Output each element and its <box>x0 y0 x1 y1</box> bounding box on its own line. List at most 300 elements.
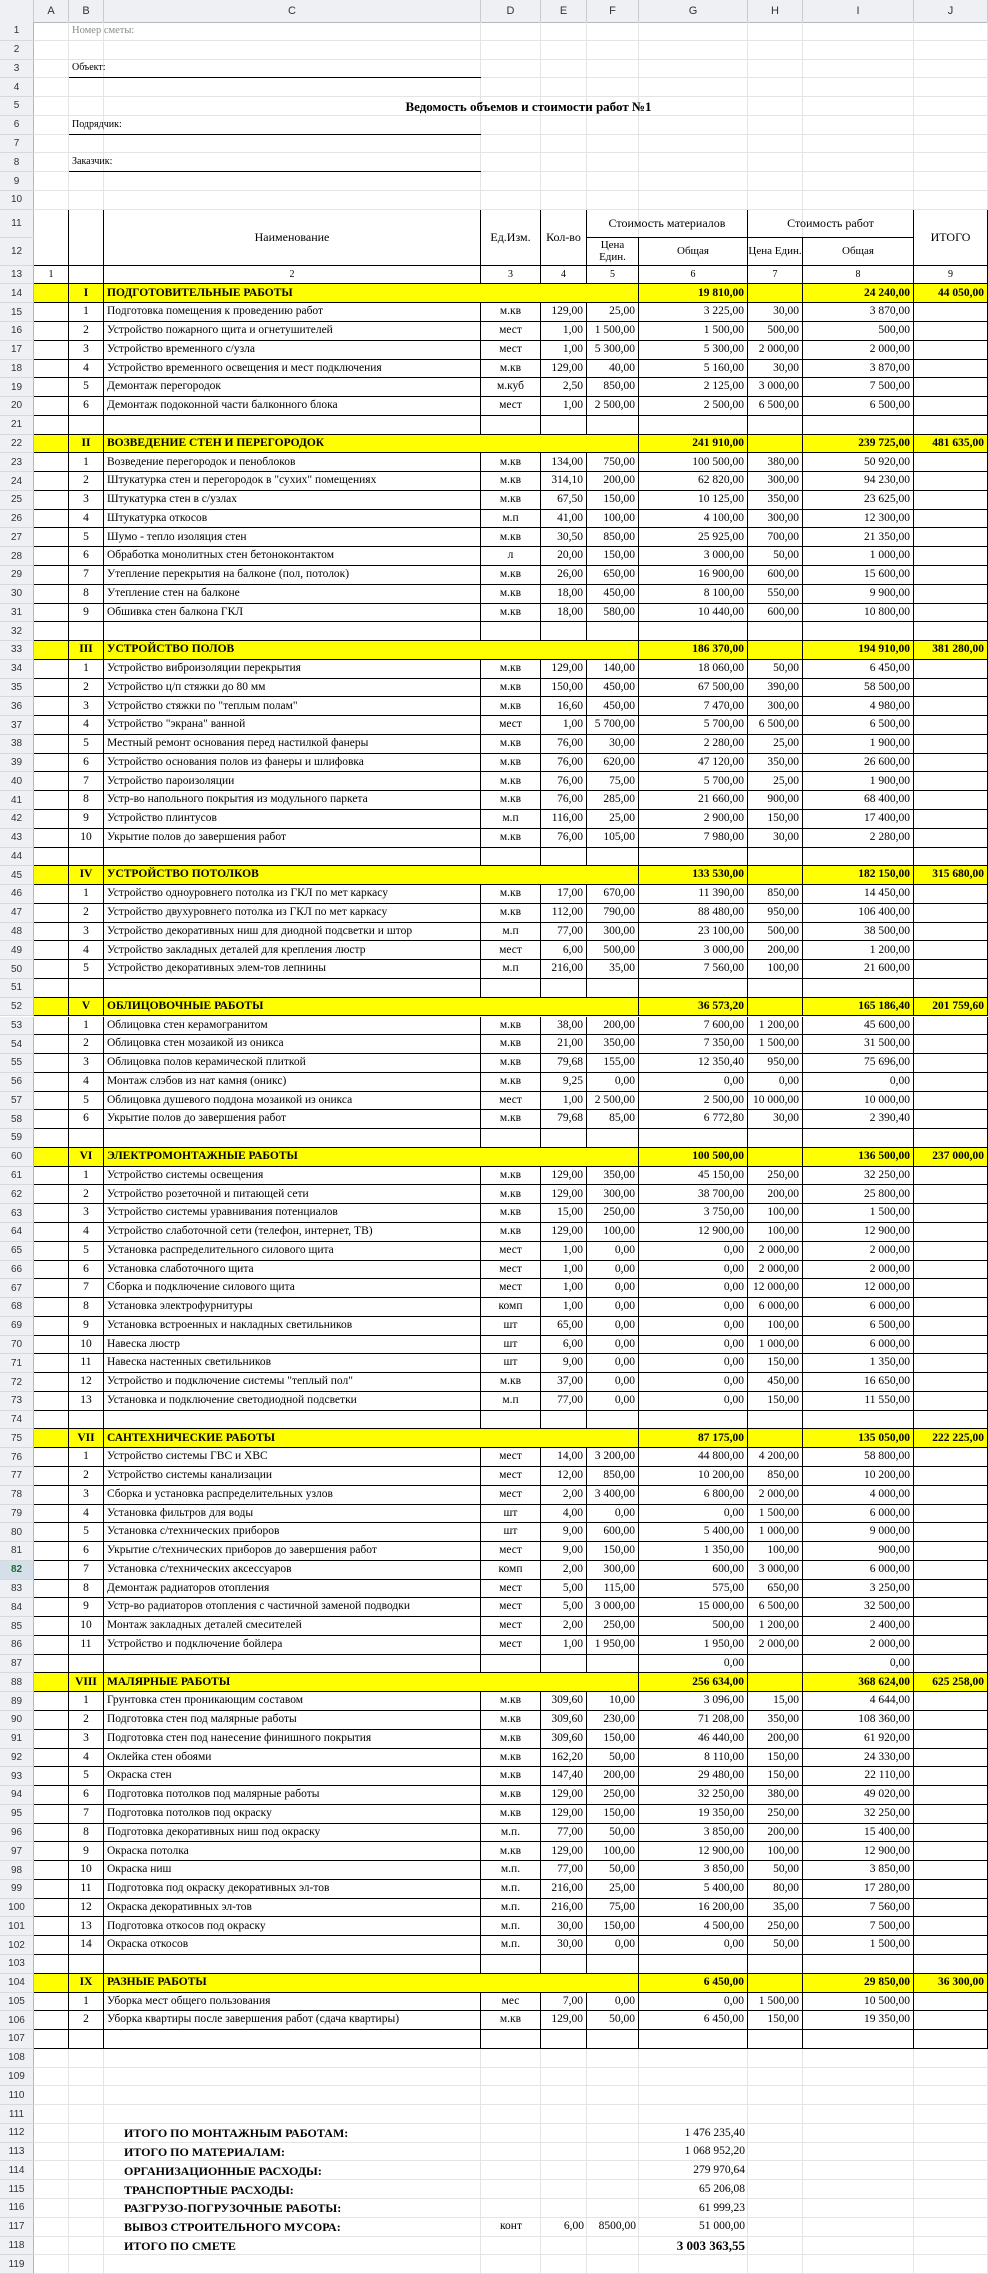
item-name[interactable]: Установка с/технических приборов <box>104 1523 481 1542</box>
item-name[interactable]: Облицовка душевого поддона мозаикой из оникса <box>104 1092 481 1111</box>
item-qty[interactable]: 147,40 <box>541 1767 587 1786</box>
item-work-price[interactable]: 2 000,00 <box>748 341 803 360</box>
item-name[interactable]: Сборка и подключение силового щита <box>104 1279 481 1298</box>
item-qty[interactable]: 76,00 <box>541 829 587 848</box>
empty-cell[interactable] <box>587 172 639 191</box>
empty-cell[interactable] <box>69 848 104 867</box>
item-name[interactable]: Утепление стен на балконе <box>104 585 481 604</box>
item-number[interactable]: 1 <box>69 1993 104 2012</box>
item-work-price[interactable]: 650,00 <box>748 1580 803 1599</box>
item-name[interactable]: Навеска люстр <box>104 1336 481 1355</box>
item-qty[interactable]: 16,60 <box>541 697 587 716</box>
empty-cell[interactable] <box>481 22 541 41</box>
row-number[interactable]: 26 <box>0 510 34 529</box>
item-unit[interactable]: м.п <box>481 923 541 942</box>
empty-cell[interactable] <box>541 2086 587 2105</box>
item-qty[interactable]: 77,00 <box>541 1392 587 1411</box>
item-qty[interactable]: 309,60 <box>541 1711 587 1730</box>
item-work-price[interactable]: 380,00 <box>748 1786 803 1805</box>
empty-cell[interactable] <box>914 1842 988 1861</box>
total-value[interactable]: 61 999,23 <box>699 2201 745 2214</box>
item-work-sum[interactable]: 1 900,00 <box>803 735 914 754</box>
item-qty[interactable]: 2,00 <box>541 1561 587 1580</box>
section-total[interactable]: 625 258,00 <box>914 1673 988 1692</box>
item-qty[interactable]: 309,60 <box>541 1692 587 1711</box>
item-work-sum[interactable]: 2 390,40 <box>803 1110 914 1129</box>
row-number[interactable]: 116 <box>0 2199 34 2218</box>
empty-cell[interactable] <box>34 1936 69 1955</box>
item-number[interactable]: 1 <box>69 1692 104 1711</box>
item-number[interactable]: 4 <box>69 510 104 529</box>
item-work-price[interactable]: 50,00 <box>748 547 803 566</box>
empty-cell[interactable] <box>34 135 69 154</box>
empty-cell[interactable] <box>34 1242 69 1261</box>
empty-cell[interactable] <box>914 1580 988 1599</box>
empty-cell[interactable] <box>748 2030 803 2049</box>
empty-cell[interactable] <box>541 22 587 41</box>
empty-cell[interactable] <box>748 416 803 435</box>
empty-cell[interactable] <box>104 78 481 97</box>
item-mat-price[interactable]: 600,00 <box>587 1523 639 1542</box>
empty-cell[interactable] <box>639 60 748 79</box>
empty-cell[interactable] <box>587 2030 639 2049</box>
item-mat-price[interactable]: 50,00 <box>587 1749 639 1768</box>
row-number[interactable]: 85 <box>0 1617 34 1636</box>
empty-cell[interactable] <box>34 2105 69 2124</box>
item-mat-sum[interactable]: 575,00 <box>639 1580 748 1599</box>
row-number[interactable]: 108 <box>0 2049 34 2068</box>
item-unit[interactable]: мест <box>481 1598 541 1617</box>
row-number[interactable]: 113 <box>0 2143 34 2162</box>
item-mat-sum[interactable]: 5 700,00 <box>639 716 748 735</box>
item-unit[interactable]: мест <box>481 1261 541 1280</box>
empty-cell[interactable] <box>481 2124 541 2143</box>
section-works-total[interactable]: 136 500,00 <box>803 1148 914 1167</box>
item-qty[interactable]: 1,00 <box>541 1242 587 1261</box>
item-mat-sum[interactable]: 0,00 <box>639 1354 748 1373</box>
empty-cell[interactable] <box>914 941 988 960</box>
empty-cell[interactable] <box>34 1392 69 1411</box>
item-mat-sum[interactable]: 2 125,00 <box>639 378 748 397</box>
column-header-d[interactable]: D <box>481 0 541 22</box>
item-unit[interactable]: мест <box>481 397 541 416</box>
empty-cell[interactable] <box>481 191 541 210</box>
empty-cell[interactable] <box>587 2068 639 2087</box>
item-name[interactable]: Устройство слаботочной сети (телефон, интернет, ТВ) <box>104 1223 481 1242</box>
empty-cell[interactable] <box>34 1429 69 1448</box>
empty-cell[interactable] <box>639 41 748 60</box>
item-work-price[interactable]: 100,00 <box>748 960 803 979</box>
row-number[interactable]: 66 <box>0 1261 34 1280</box>
empty-cell[interactable] <box>748 998 803 1017</box>
empty-cell[interactable] <box>914 2218 988 2237</box>
empty-cell[interactable] <box>914 1467 988 1486</box>
empty-cell[interactable] <box>34 1054 69 1073</box>
item-number[interactable]: 10 <box>69 1617 104 1636</box>
empty-cell[interactable] <box>34 735 69 754</box>
item-work-price[interactable]: 150,00 <box>748 1767 803 1786</box>
row-number[interactable]: 64 <box>0 1223 34 1242</box>
section-total[interactable]: 222 225,00 <box>914 1429 988 1448</box>
item-work-sum[interactable]: 45 600,00 <box>803 1017 914 1036</box>
item-name[interactable]: Окраска стен <box>104 1767 481 1786</box>
item-work-price[interactable]: 6 500,00 <box>748 1598 803 1617</box>
empty-cell[interactable] <box>914 829 988 848</box>
item-work-sum[interactable]: 12 900,00 <box>803 1223 914 1242</box>
item-name[interactable]: Устройство закладных деталей для крепления люстр <box>104 941 481 960</box>
column-header-i[interactable]: I <box>803 0 914 22</box>
item-unit[interactable]: м.кв <box>481 1711 541 1730</box>
row-number[interactable]: 3 <box>0 60 34 79</box>
empty-cell[interactable] <box>34 604 69 623</box>
item-work-price[interactable]: 100,00 <box>748 1842 803 1861</box>
item-qty[interactable]: 129,00 <box>541 1805 587 1824</box>
empty-cell[interactable] <box>914 1861 988 1880</box>
item-unit[interactable]: м.кв <box>481 2011 541 2030</box>
item-qty[interactable]: 129,00 <box>541 1223 587 1242</box>
item-mat-sum[interactable]: 500,00 <box>639 1617 748 1636</box>
item-work-sum[interactable]: 10 200,00 <box>803 1467 914 1486</box>
header-work-unit-price[interactable]: Цена Един. <box>748 238 803 266</box>
empty-cell[interactable] <box>34 622 69 641</box>
empty-cell[interactable] <box>748 2161 803 2180</box>
empty-cell[interactable] <box>481 2086 541 2105</box>
item-name[interactable]: Местный ремонт основания перед настилкой фанеры <box>104 735 481 754</box>
total-label[interactable]: ИТОГО ПО МАТЕРИАЛАМ: <box>124 2145 286 2160</box>
row-number[interactable]: 38 <box>0 735 34 754</box>
empty-cell[interactable] <box>914 1486 988 1505</box>
column-header-j[interactable]: J <box>914 0 988 22</box>
item-number[interactable]: 1 <box>69 885 104 904</box>
empty-cell[interactable] <box>34 1448 69 1467</box>
item-mat-sum[interactable]: 600,00 <box>639 1561 748 1580</box>
empty-cell[interactable] <box>748 116 803 135</box>
empty-cell[interactable] <box>34 716 69 735</box>
row-number[interactable]: 7 <box>0 135 34 154</box>
item-work-sum[interactable]: 9 000,00 <box>803 1523 914 1542</box>
empty-cell[interactable] <box>34 679 69 698</box>
item-work-sum[interactable]: 26 600,00 <box>803 754 914 773</box>
row-number[interactable]: 81 <box>0 1542 34 1561</box>
empty-cell[interactable] <box>34 510 69 529</box>
item-name[interactable]: Устройство системы освещения <box>104 1167 481 1186</box>
empty-cell[interactable] <box>34 2143 69 2162</box>
header-works[interactable]: Стоимость работ <box>748 210 914 238</box>
item-work-sum[interactable]: 58 800,00 <box>803 1448 914 1467</box>
empty-cell[interactable] <box>803 2086 914 2105</box>
empty-cell[interactable] <box>803 1955 914 1974</box>
empty-cell[interactable] <box>914 1899 988 1918</box>
item-work-price[interactable]: 250,00 <box>748 1917 803 1936</box>
empty-cell[interactable] <box>639 416 748 435</box>
empty-cell[interactable] <box>34 1955 69 1974</box>
empty-cell[interactable] <box>34 566 69 585</box>
item-work-sum[interactable]: 15 400,00 <box>803 1824 914 1843</box>
item-qty[interactable]: 116,00 <box>541 810 587 829</box>
empty-cell[interactable] <box>541 135 587 154</box>
total-label[interactable]: РАЗГРУЗО-ПОГРУЗОЧНЫЕ РАБОТЫ: <box>124 2201 342 2216</box>
item-name[interactable]: Подготовка потолков под малярные работы <box>104 1786 481 1805</box>
item-number[interactable]: 2 <box>69 1711 104 1730</box>
item-work-price[interactable]: 6 500,00 <box>748 397 803 416</box>
item-number[interactable]: 1 <box>69 1167 104 1186</box>
row-number[interactable]: 61 <box>0 1167 34 1186</box>
empty-cell[interactable] <box>914 60 988 79</box>
item-qty[interactable]: 17,00 <box>541 885 587 904</box>
empty-cell[interactable] <box>34 1730 69 1749</box>
item-work-price[interactable]: 150,00 <box>748 810 803 829</box>
row-number[interactable]: 59 <box>0 1129 34 1148</box>
item-mat-price[interactable]: 25,00 <box>587 810 639 829</box>
item-qty[interactable]: 1,00 <box>541 1261 587 1280</box>
empty-cell[interactable] <box>34 1336 69 1355</box>
item-mat-sum[interactable]: 2 900,00 <box>639 810 748 829</box>
empty-cell[interactable] <box>481 2049 541 2068</box>
item-work-sum[interactable]: 7 500,00 <box>803 378 914 397</box>
empty-cell[interactable] <box>803 22 914 41</box>
item-work-sum[interactable]: 6 500,00 <box>803 716 914 735</box>
empty-cell[interactable] <box>34 397 69 416</box>
empty-cell[interactable] <box>34 453 69 472</box>
item-mat-sum[interactable]: 16 200,00 <box>639 1899 748 1918</box>
empty-cell[interactable] <box>803 979 914 998</box>
empty-cell[interactable] <box>104 191 481 210</box>
item-work-price[interactable]: 30,00 <box>748 303 803 322</box>
row-number[interactable]: 1 <box>0 22 34 41</box>
item-work-price[interactable]: 80,00 <box>748 1880 803 1899</box>
item-work-sum[interactable]: 6 000,00 <box>803 1561 914 1580</box>
empty-cell[interactable] <box>34 1167 69 1186</box>
section-works-total[interactable]: 24 240,00 <box>803 284 914 303</box>
item-work-price[interactable]: 4 200,00 <box>748 1448 803 1467</box>
item-number[interactable]: 9 <box>69 810 104 829</box>
item-number[interactable] <box>69 1655 104 1674</box>
empty-cell[interactable] <box>587 2199 639 2218</box>
header-col-number[interactable]: 9 <box>914 266 988 285</box>
row-number[interactable]: 29 <box>0 566 34 585</box>
empty-cell[interactable] <box>34 2255 69 2274</box>
item-work-sum[interactable]: 108 360,00 <box>803 1711 914 1730</box>
item-unit[interactable]: м.кв <box>481 1842 541 1861</box>
empty-cell[interactable] <box>587 622 639 641</box>
empty-cell[interactable] <box>34 2030 69 2049</box>
item-unit[interactable]: м.кв <box>481 885 541 904</box>
empty-cell[interactable] <box>748 153 803 172</box>
section-works-total[interactable]: 182 150,00 <box>803 866 914 885</box>
empty-cell[interactable] <box>34 2180 69 2199</box>
row-number[interactable]: 98 <box>0 1861 34 1880</box>
empty-cell[interactable] <box>541 191 587 210</box>
empty-cell[interactable] <box>34 904 69 923</box>
header-blank[interactable] <box>69 210 104 266</box>
item-unit[interactable]: м.кв <box>481 1730 541 1749</box>
row-number[interactable]: 97 <box>0 1842 34 1861</box>
row-number[interactable]: 117 <box>0 2218 34 2237</box>
item-number[interactable]: 8 <box>69 585 104 604</box>
empty-cell[interactable] <box>104 848 481 867</box>
empty-cell[interactable] <box>639 2105 748 2124</box>
item-unit[interactable]: м.п. <box>481 1936 541 1955</box>
empty-cell[interactable] <box>639 2030 748 2049</box>
item-mat-price[interactable]: 155,00 <box>587 1054 639 1073</box>
item-work-price[interactable] <box>748 1655 803 1674</box>
item-work-sum[interactable]: 0,00 <box>803 1073 914 1092</box>
item-name[interactable]: Штукатурка откосов <box>104 510 481 529</box>
item-work-price[interactable]: 2 000,00 <box>748 1242 803 1261</box>
item-name[interactable]: Облицовка стен керамогранитом <box>104 1017 481 1036</box>
item-unit[interactable]: мест <box>481 1542 541 1561</box>
item-unit[interactable]: м.кв <box>481 528 541 547</box>
empty-cell[interactable] <box>914 885 988 904</box>
empty-cell[interactable] <box>69 2218 104 2237</box>
item-mat-sum[interactable]: 62 820,00 <box>639 472 748 491</box>
empty-cell[interactable] <box>748 172 803 191</box>
item-mat-price[interactable]: 150,00 <box>587 1730 639 1749</box>
empty-cell[interactable] <box>481 1411 541 1430</box>
empty-cell[interactable] <box>34 585 69 604</box>
item-unit[interactable]: шт <box>481 1354 541 1373</box>
section-materials-total[interactable]: 241 910,00 <box>639 435 748 454</box>
item-work-sum[interactable]: 2 000,00 <box>803 1261 914 1280</box>
empty-cell[interactable] <box>914 22 988 41</box>
item-number[interactable]: 3 <box>69 1730 104 1749</box>
empty-cell[interactable] <box>69 41 104 60</box>
item-mat-sum[interactable]: 3 000,00 <box>639 547 748 566</box>
row-number[interactable]: 68 <box>0 1298 34 1317</box>
item-name[interactable]: Демонтаж подоконной части балконного блока <box>104 397 481 416</box>
item-work-sum[interactable]: 68 400,00 <box>803 791 914 810</box>
header-mat-sum[interactable]: Общая <box>639 238 748 266</box>
empty-cell[interactable] <box>34 979 69 998</box>
row-number[interactable]: 21 <box>0 416 34 435</box>
item-number[interactable]: 4 <box>69 716 104 735</box>
item-mat-sum[interactable]: 3 850,00 <box>639 1861 748 1880</box>
item-mat-price[interactable]: 150,00 <box>587 491 639 510</box>
item-work-price[interactable]: 25,00 <box>748 772 803 791</box>
empty-cell[interactable] <box>914 2124 988 2143</box>
empty-cell[interactable] <box>587 78 639 97</box>
item-work-sum[interactable]: 94 230,00 <box>803 472 914 491</box>
item-name[interactable]: Возведение перегородок и пеноблоков <box>104 453 481 472</box>
item-work-sum[interactable]: 1 500,00 <box>803 1204 914 1223</box>
item-number[interactable]: 5 <box>69 1092 104 1111</box>
item-qty[interactable]: 129,00 <box>541 303 587 322</box>
empty-cell[interactable] <box>914 810 988 829</box>
empty-cell[interactable] <box>748 1429 803 1448</box>
empty-cell[interactable] <box>34 1993 69 2012</box>
empty-cell[interactable] <box>587 2255 639 2274</box>
item-qty[interactable]: 9,00 <box>541 1354 587 1373</box>
empty-cell[interactable] <box>34 1917 69 1936</box>
item-unit[interactable]: м.кв <box>481 1223 541 1242</box>
empty-cell[interactable] <box>69 266 104 285</box>
row-number[interactable]: 17 <box>0 341 34 360</box>
item-mat-price[interactable]: 150,00 <box>587 1805 639 1824</box>
row-number[interactable]: 6 <box>0 116 34 135</box>
item-qty[interactable]: 2,00 <box>541 1486 587 1505</box>
row-number[interactable]: 41 <box>0 791 34 810</box>
item-mat-sum[interactable]: 10 125,00 <box>639 491 748 510</box>
empty-cell[interactable] <box>748 22 803 41</box>
row-number[interactable]: 77 <box>0 1467 34 1486</box>
header-work-sum[interactable]: Общая <box>803 238 914 266</box>
item-qty[interactable]: 129,00 <box>541 2011 587 2030</box>
item-mat-price[interactable]: 250,00 <box>587 1204 639 1223</box>
empty-cell[interactable] <box>914 660 988 679</box>
row-number[interactable]: 76 <box>0 1448 34 1467</box>
item-number[interactable]: 4 <box>69 1223 104 1242</box>
item-work-price[interactable]: 550,00 <box>748 585 803 604</box>
row-number[interactable]: 57 <box>0 1092 34 1111</box>
item-mat-sum[interactable]: 0,00 <box>639 1655 748 1674</box>
row-number[interactable]: 50 <box>0 960 34 979</box>
item-mat-sum[interactable]: 10 200,00 <box>639 1467 748 1486</box>
empty-cell[interactable] <box>748 41 803 60</box>
item-qty[interactable]: 30,00 <box>541 1936 587 1955</box>
empty-cell[interactable] <box>34 754 69 773</box>
empty-cell[interactable] <box>34 660 69 679</box>
item-qty[interactable]: 77,00 <box>541 923 587 942</box>
item-work-sum[interactable]: 10 500,00 <box>803 1993 914 2012</box>
total-value[interactable]: 1 068 952,20 <box>684 2145 745 2158</box>
item-mat-price[interactable]: 850,00 <box>587 378 639 397</box>
empty-cell[interactable] <box>748 2199 803 2218</box>
empty-cell[interactable] <box>34 791 69 810</box>
item-name[interactable]: Устройство одноуровнего потолка из ГКЛ по мет каркасу <box>104 885 481 904</box>
empty-cell[interactable] <box>34 1824 69 1843</box>
empty-cell[interactable] <box>748 2237 803 2256</box>
item-name[interactable]: Устройство розеточной и питающей сети <box>104 1185 481 1204</box>
empty-cell[interactable] <box>34 1542 69 1561</box>
item-mat-sum[interactable]: 0,00 <box>639 1073 748 1092</box>
item-name[interactable]: Устройство декоративных ниш для диодной подсветки и штор <box>104 923 481 942</box>
item-mat-sum[interactable]: 0,00 <box>639 1242 748 1261</box>
item-qty[interactable]: 7,00 <box>541 1993 587 2012</box>
item-number[interactable]: 5 <box>69 960 104 979</box>
section-works-total[interactable]: 135 050,00 <box>803 1429 914 1448</box>
item-name[interactable]: Устройство плинтусов <box>104 810 481 829</box>
empty-cell[interactable] <box>803 116 914 135</box>
empty-cell[interactable] <box>803 1129 914 1148</box>
item-unit[interactable]: мест <box>481 941 541 960</box>
item-work-sum[interactable]: 6 000,00 <box>803 1298 914 1317</box>
item-name[interactable]: Установка и подключение светодиодной подсветки <box>104 1392 481 1411</box>
empty-cell[interactable] <box>914 1110 988 1129</box>
empty-cell[interactable] <box>914 754 988 773</box>
empty-cell[interactable] <box>914 78 988 97</box>
item-mat-price[interactable]: 50,00 <box>587 1824 639 1843</box>
item-qty[interactable]: 6,00 <box>541 941 587 960</box>
section-materials-total[interactable]: 6 450,00 <box>639 1974 748 1993</box>
item-work-sum[interactable]: 1 500,00 <box>803 1936 914 1955</box>
empty-cell[interactable] <box>34 1598 69 1617</box>
item-mat-sum[interactable]: 1 950,00 <box>639 1636 748 1655</box>
empty-cell[interactable] <box>69 135 104 154</box>
empty-cell[interactable] <box>914 1636 988 1655</box>
empty-cell[interactable] <box>34 1110 69 1129</box>
item-work-sum[interactable]: 49 020,00 <box>803 1786 914 1805</box>
item-number[interactable]: 8 <box>69 1824 104 1843</box>
empty-cell[interactable] <box>34 41 69 60</box>
item-mat-sum[interactable]: 12 900,00 <box>639 1223 748 1242</box>
empty-cell[interactable] <box>639 979 748 998</box>
item-work-sum[interactable]: 6 000,00 <box>803 1336 914 1355</box>
item-work-price[interactable]: 100,00 <box>748 1223 803 1242</box>
empty-cell[interactable] <box>541 2237 587 2256</box>
section-title[interactable]: ПОДГОТОВИТЕЛЬНЫЕ РАБОТЫ <box>104 284 639 303</box>
row-number[interactable]: 34 <box>0 660 34 679</box>
empty-cell[interactable] <box>914 397 988 416</box>
